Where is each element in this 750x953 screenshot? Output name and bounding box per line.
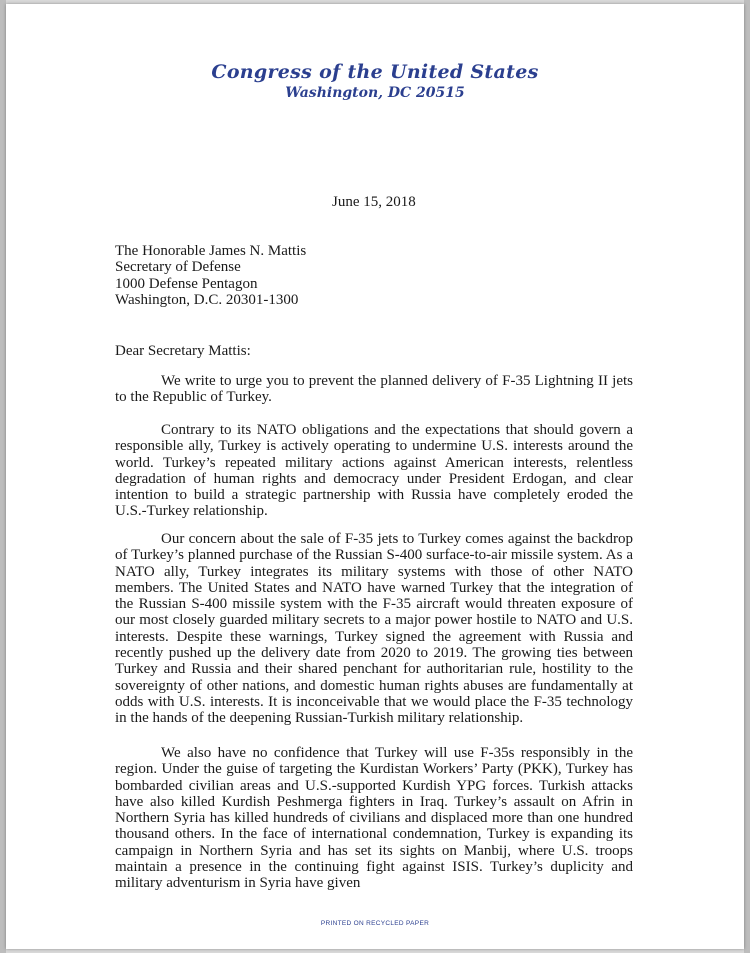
scan-border-right <box>744 0 750 953</box>
recipient-title: Secretary of Defense <box>115 259 241 276</box>
letter-date: June 15, 2018 <box>332 194 416 210</box>
letter-page <box>6 4 744 949</box>
recipient-address <box>115 243 306 308</box>
recipient-city: Washington, D.C. 20301-1300 <box>115 291 299 308</box>
letterhead-title: Congress of the United States <box>211 61 539 83</box>
paragraph-1: We write to urge you to prevent the planned delivery of F-35 Lightning II jets to the Republic of Turkey. <box>115 373 633 406</box>
paragraph-2: Contrary to its NATO obligations and the expectations that should govern a responsible ally, Turkey is actively operating to undermine U.S. interests around the world. Turkey’s repeated military actions against American interests, relentless degradation of human rights and democracy under President Erdogan, and clear intention to build a strategic partnership with Russia have completely eroded the U.S.-Turkey relationship. <box>115 422 633 520</box>
paragraph-4: We also have no confidence that Turkey will use F-35s responsibly in the region. Under the guise of targeting the Kurdistan Workers’ Party (PKK), Turkey has bombarded civilian areas and U.S.-supported Kurdish YPG forces. Turkish attacks have also killed Kurdish Peshmerga fighters in Iraq. Turkey’s assault on Afrin in Northern Syria has killed hundreds of civilians and displaced more than one hundred thousand others. In the face of international condemnation, Turkey is expanding its campaign in Northern Syria and has set its sights on Manbij, where U.S. troops maintain a presence in the continuing fight against ISIS. Turkey’s duplicity and military adventurism in Syria have given <box>115 745 633 892</box>
letterhead-location: Washington, DC 20515 <box>285 85 465 101</box>
letterhead <box>6 60 744 102</box>
recycled-paper-footer: PRINTED ON RECYCLED PAPER <box>320 920 430 927</box>
recipient-street: 1000 Defense Pentagon <box>115 275 258 292</box>
recipient-name: The Honorable James N. Mattis <box>115 243 307 259</box>
salutation: Dear Secretary Mattis: <box>115 343 251 359</box>
paragraph-3: Our concern about the sale of F-35 jets to Turkey comes against the backdrop of Turkey’s planned purchase of the Russian S-400 surface-to-air missile system. As a NATO ally, Turkey integrates its military systems with those of other NATO members. The United States and NATO have warned Turkey that the integration of the Russian S-400 missile system with the F-35 aircraft would threaten exposure of our most closely guarded military secrets to a major power hostile to NATO and U.S. interests. Despite these warnings, Turkey signed the agreement with Russia and recently pushed up the delivery date from 2020 to 2019. The growing ties between Turkey and Russia and their shared penchant for authoritarian rule, hostility to the sovereignty of other nations, and domestic human rights abuses are fundamentally at odds with U.S. interests. It is inconceivable that we would place the F-35 technology in the hands of the deepening Russian-Turkish military relationship. <box>115 531 633 727</box>
